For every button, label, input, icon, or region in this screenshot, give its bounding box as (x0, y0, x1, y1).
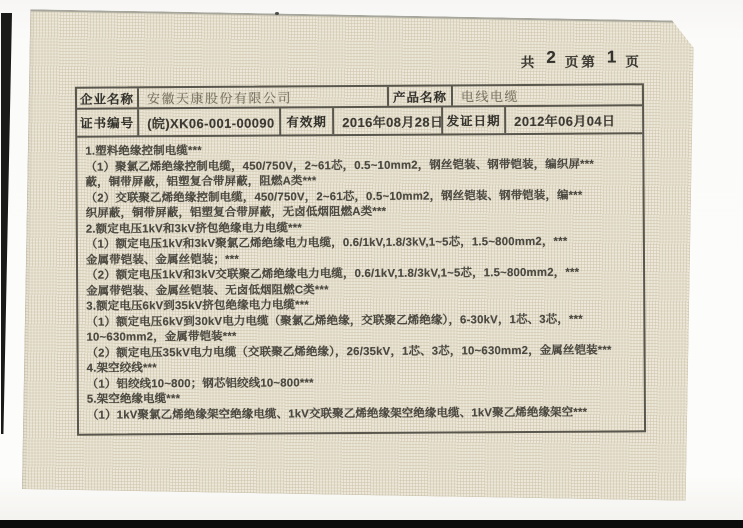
validity-value-cell (334, 107, 443, 134)
product-list-line: （2）额定电压1kV和3kV交联聚乙烯绝缘电力电缆，0.6/1kV,1.8/3kV,1~5芯，1.5~800mm2，*** (86, 266, 580, 282)
product-list-line: 金属带铠装、金属丝铠装；*** (85, 253, 240, 267)
product-list-line: （1）额定电压1kV和3kV聚氯乙烯绝缘电力电缆，0.6/1kV,1.8/3kV,1~5芯，1.5~800mm2，*** (85, 235, 568, 251)
product-scope-box (77, 134, 644, 433)
cert-number-value-cell (139, 108, 281, 135)
page-counter-pages-label: 页 (564, 54, 582, 70)
product-name-label-cell (389, 86, 453, 105)
page-counter-page-label: 页 (625, 54, 642, 70)
product-list-line: （1）1kV聚氯乙烯绝缘架空绝缘电缆、1kV交联聚乙烯绝缘架空绝缘电缆、1kV聚乙烯绝缘架空*** (86, 406, 588, 422)
cert-number-label-cell (77, 109, 139, 135)
cert-number-label: 证书编号 (80, 116, 135, 131)
company-name-value: 安徽天康股份有限公司 (146, 90, 293, 107)
issue-date-value-cell (506, 106, 642, 133)
product-name-label: 产品名称 (392, 89, 448, 105)
company-name-label-cell (77, 88, 139, 107)
validity-value: 2016年08月28日 (342, 113, 444, 130)
company-name-label: 企业名称 (79, 91, 135, 107)
product-name-value: 电线电缆 (460, 89, 520, 105)
product-list-line: （2）交联聚乙烯绝缘控制电缆，450/750V，2~61芯，0.5~10mm2，钢丝铠装、钢带铠装，编*** (85, 189, 583, 205)
validity-label: 有效期 (286, 115, 327, 130)
validity-label-cell (281, 108, 334, 134)
issue-date-label-cell (443, 107, 506, 133)
page-counter-total-label: 共 (520, 54, 538, 71)
company-name-value-cell (139, 87, 389, 108)
product-list-line: 2.额定电压1kV和3kV挤包绝缘电力电缆*** (85, 221, 303, 236)
page-counter-total-value: 2 (546, 47, 556, 67)
product-list-line: （1）聚氯乙烯绝缘控制电缆，450/750V，2~61芯，0.5~10mm2，钢丝铠装、钢带铠装，编织屏*** (85, 158, 594, 174)
header-row-2 (77, 106, 642, 137)
product-list-line: 4.架空绞线*** (86, 362, 157, 375)
product-list-line: 5.架空绝缘电缆*** (86, 393, 181, 406)
cert-number-value: (皖)XK06-001-00090 (147, 115, 275, 131)
product-list-line: 织屏蔽，铜带屏蔽，铝塑复合带屏蔽，无卤低烟阻燃A类*** (85, 205, 387, 220)
product-list-line: 1.塑料绝缘控制电缆*** (85, 144, 202, 158)
page-counter-ordinal-label: 第 (581, 54, 598, 70)
page-counter (75, 47, 642, 74)
issue-date-label: 发证日期 (446, 114, 501, 129)
issue-date-value: 2012年06月04日 (514, 112, 616, 129)
product-list-line: 蔽，铜带屏蔽，铝塑复合带屏蔽，阻燃A类*** (85, 175, 317, 189)
product-name-value-cell (453, 85, 642, 105)
page-counter-current-value: 1 (606, 47, 617, 67)
product-list-line: 金属带铠装、金属丝铠装、无卤低烟阻燃C类*** (86, 283, 329, 298)
product-list-line: （1）额定电压6kV到30kV电力电缆（聚氯乙烯绝缘，交联聚乙烯绝缘），6-30kV，1芯、3芯，*** (86, 313, 583, 329)
product-list-line: （1）铝绞线10~800；钢芯铝绞线10~800*** (86, 376, 314, 391)
certificate-table (75, 83, 646, 435)
product-list-line: 3.额定电压6kV到35kV挤包绝缘电力电缆*** (86, 299, 310, 313)
product-list-line: （2）额定电压35kV电力电缆（交联聚乙烯绝缘），26/35kV，1芯、3芯，10~630mm2，金属丝铠装*** (86, 343, 612, 360)
product-list-line: 10~630mm2，金属带铠装*** (86, 330, 237, 344)
